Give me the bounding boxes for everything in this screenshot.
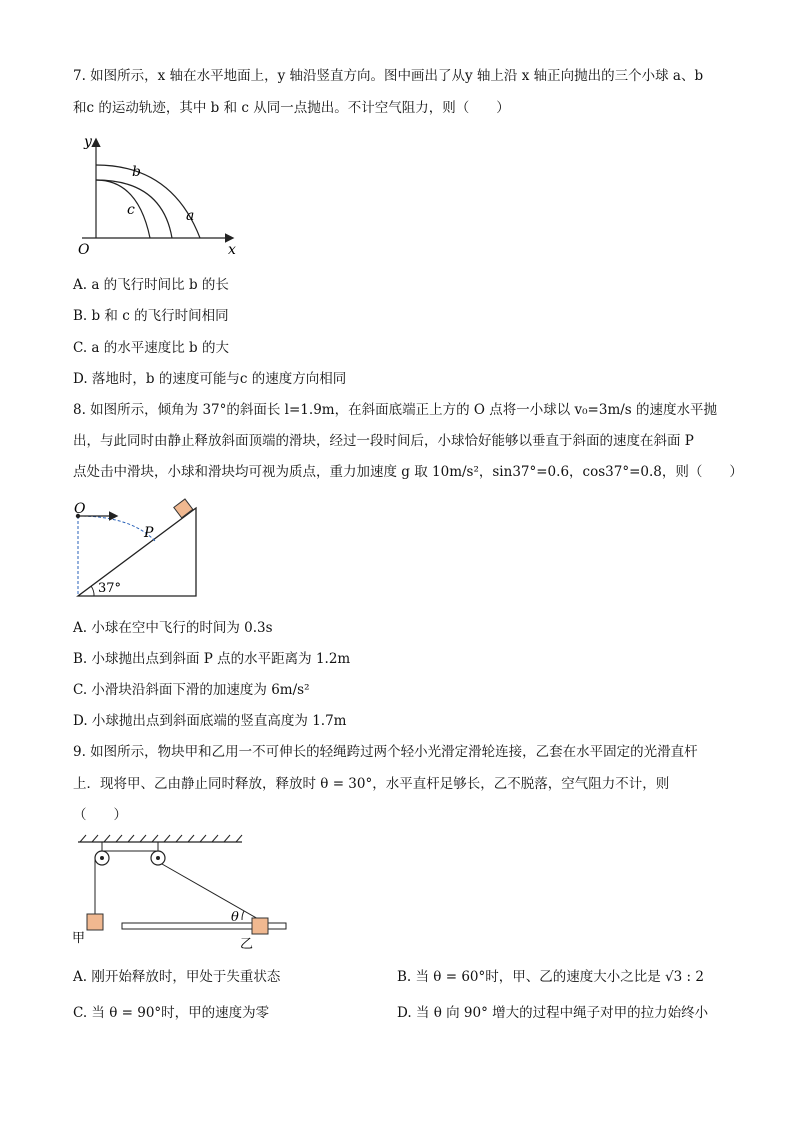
q8-slider-block: [174, 499, 193, 518]
q9-stem-line-1: 9. 如图所示，物块甲和乙用一不可伸长的轻绳跨过两个轻小光滑定滑轮连接，乙套在水平固定的光滑直杆: [73, 744, 698, 760]
q8-incline: [78, 508, 196, 596]
q9-pulley-2-axle: [156, 856, 160, 860]
q7-label-a: a: [186, 208, 195, 224]
q9-block-jia: [87, 914, 103, 930]
q9-block-yi: [252, 918, 268, 934]
q9-rope-slant: [162, 864, 260, 920]
q9-option-d: D. 当 θ 向 90° 增大的过程中绳子对甲的拉力始终小: [397, 1005, 709, 1021]
q7-origin-label: O: [78, 242, 90, 258]
q8-stem-line-2: 出，与此同时由静止释放斜面顶端的滑块，经过一段时间后，小球恰好能够以垂直于斜面的速度在斜面 P: [73, 433, 694, 449]
q9-stem-line-2: 上．现将甲、乙由静止同时释放，释放时 θ = 30°，水平直杆足够长，乙不脱落，空气阻力不计，则: [73, 776, 670, 792]
q8-stem-line-1: 8. 如图所示，倾角为 37°的斜面长 l=1.9m，在斜面底端正上方的 O 点将一小球以 v₀=3m/s 的速度水平抛: [73, 402, 718, 418]
q8-stem-line-3: 点处击中滑块，小球和滑块均可视为质点，重力加速度 g 取 10m/s²，sin37°=0.6，cos37°=0.8，则（ ）: [73, 464, 743, 480]
q9-angle-label: θ: [231, 910, 239, 925]
q9-label-jia: 甲: [72, 931, 86, 946]
q9-option-b: B. 当 θ = 60°时，甲、乙的速度大小之比是 √3 : 2: [397, 969, 704, 985]
q8-option-a: A. 小球在空中飞行的时间为 0.3s: [73, 620, 273, 636]
q8-angle-label: 37°: [98, 581, 122, 596]
q8-label-P: P: [144, 525, 154, 541]
q7-option-b: B. b 和 c 的飞行时间相同: [73, 308, 229, 324]
q9-angle-arc: [242, 911, 244, 920]
q7-y-label: y: [84, 134, 92, 150]
q7-trajectory-a: [96, 165, 200, 238]
q9-pulley-1-axle: [100, 856, 104, 860]
q9-option-c: C. 当 θ = 90°时，甲的速度为零: [73, 1005, 270, 1021]
q7-label-c: c: [127, 202, 135, 218]
q8-angle-arc: [91, 586, 94, 596]
q7-option-d: D. 落地时，b 的速度可能与c 的速度方向相同: [73, 371, 347, 387]
q8-option-b: B. 小球抛出点到斜面 P 点的水平距离为 1.2m: [73, 651, 351, 667]
q7-x-label: x: [228, 242, 236, 258]
q7-trajectory-figure: [72, 130, 247, 258]
q9-option-a: A. 刚开始释放时，甲处于失重状态: [73, 969, 281, 985]
q9-label-yi: 乙: [240, 937, 254, 950]
q8-incline-figure: [72, 496, 202, 600]
q9-ceiling-hatch: [80, 835, 242, 842]
q7-option-c: C. a 的水平速度比 b 的大: [73, 340, 229, 356]
q8-option-c: C. 小滑块沿斜面下滑的加速度为 6m/s²: [73, 682, 310, 698]
q9-pulley-figure: [72, 832, 292, 950]
q7-label-b: b: [132, 164, 141, 180]
q7-stem-line-2: 和c 的运动轨迹，其中 b 和 c 从同一点抛出。不计空气阻力，则（ ）: [73, 100, 510, 116]
q8-label-O: O: [74, 501, 86, 517]
q7-trajectory-c: [96, 180, 150, 238]
q7-option-a: A. a 的飞行时间比 b 的长: [73, 277, 229, 293]
q9-stem-line-3: （ ）: [73, 807, 127, 823]
q8-option-d: D. 小球抛出点到斜面底端的竖直高度为 1.7m: [73, 713, 347, 729]
q7-stem-line-1: 7. 如图所示，x 轴在水平地面上，y 轴沿竖直方向。图中画出了从y 轴上沿 x 轴正向抛出的三个小球 a、b: [73, 68, 704, 84]
